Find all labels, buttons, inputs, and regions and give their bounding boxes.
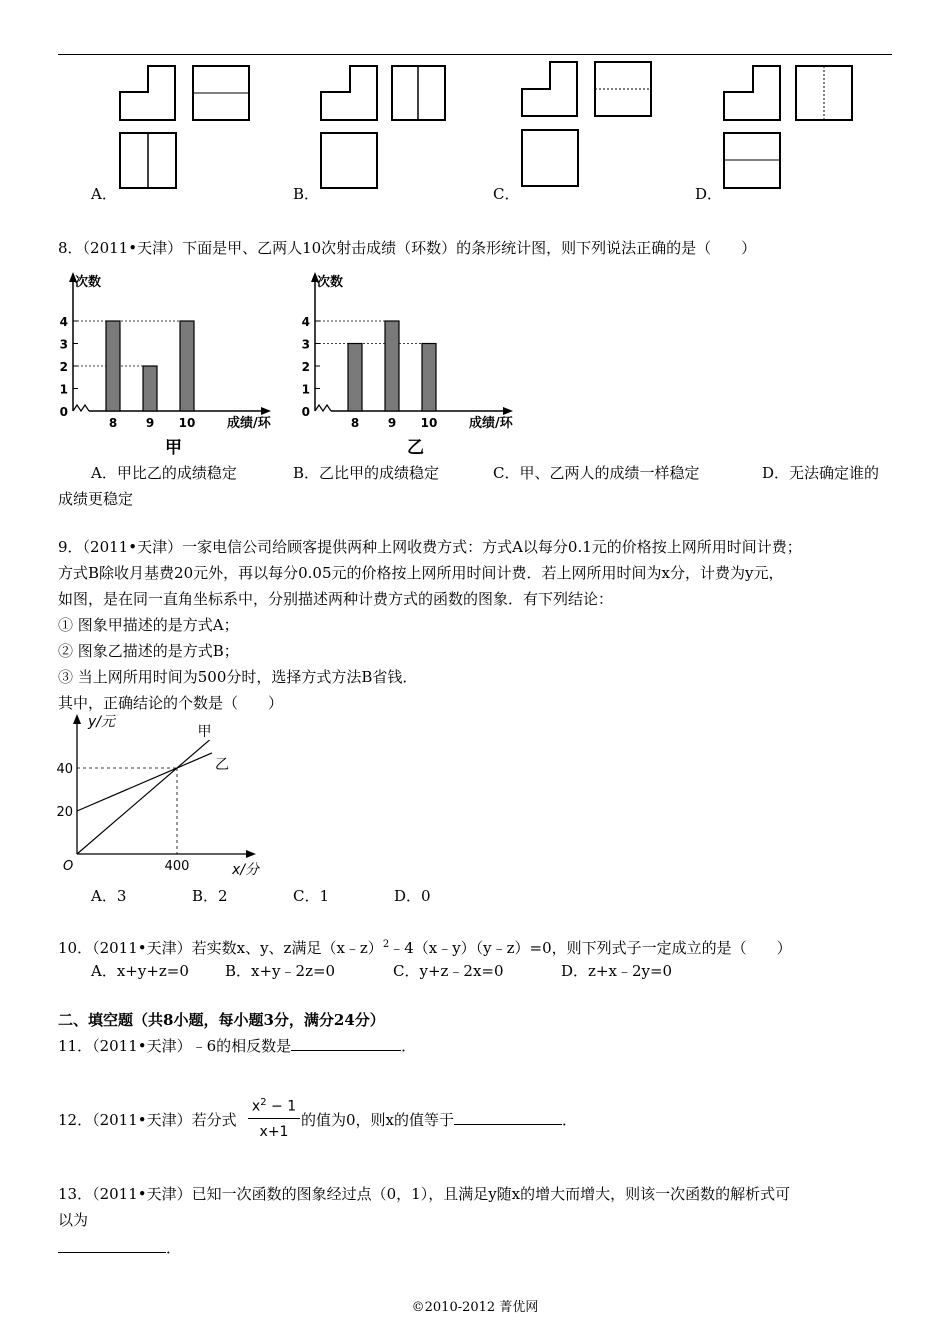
q7-a-views	[120, 56, 249, 188]
fee-ytick-20: 20	[56, 805, 73, 820]
footer-copyright: ©2010-2012 菁优网	[411, 1300, 539, 1315]
jia-bar-9	[143, 366, 157, 411]
q10-option-d[interactable]: D．z+x﹣2y=0	[561, 962, 673, 980]
q10-stem-a: 10．（2011•天津）若实数x、y、z满足（x﹣z）	[58, 939, 383, 957]
jia-ytick-4: 4	[59, 315, 68, 329]
q11-text: 11．（2011•天津）﹣6的相反数是	[58, 1037, 292, 1055]
q10-sup: 2	[382, 939, 390, 950]
q8-option-a[interactable]: A．甲比乙的成绩稳定	[91, 464, 237, 482]
jia-axis-break	[73, 405, 89, 411]
yi-xlabel: 成绩/环	[469, 416, 513, 431]
q9-line-2: 方式B除收月基费20元外，再以每分0.05元的价格按上网所用时间计费．若上网所用时间为x分，计费为y元，	[58, 564, 784, 582]
q11-end: ．	[401, 1037, 417, 1055]
yi-title: 乙	[407, 438, 424, 456]
fee-label-yi: 乙	[215, 756, 229, 773]
q8-option-c[interactable]: C．甲、乙两人的成绩一样稳定	[493, 464, 700, 482]
fee-label-jia: 甲	[197, 724, 212, 741]
yi-ytick-0: 0	[301, 405, 310, 419]
yi-bar-8	[348, 344, 362, 412]
q12-end: ．	[562, 1111, 578, 1129]
q12-suffix-wrap	[301, 1110, 577, 1130]
q13-answer-blank[interactable]	[58, 1238, 166, 1253]
q7-option-a[interactable]: A．	[91, 185, 117, 203]
fee-xlabel: x/分	[232, 862, 260, 878]
jia-ylabel: 次数	[75, 275, 102, 290]
q7-c-views	[522, 62, 651, 186]
q13-answer	[58, 1238, 181, 1258]
q11	[58, 1036, 416, 1056]
yi-ytick-4: 4	[301, 315, 310, 329]
yi-ytick-1: 1	[301, 382, 310, 397]
q7-a-front	[120, 66, 175, 120]
yi-x-arrow	[503, 407, 513, 415]
q9-line-7: 其中，正确结论的个数是（ ）	[58, 694, 284, 712]
q7-a-front-view	[120, 56, 175, 64]
q9-option-c[interactable]: C．1	[293, 887, 330, 905]
jia-xlabel: 成绩/环	[227, 416, 271, 431]
yi-xtick-8: 8	[350, 416, 360, 430]
fee-origin: O	[63, 859, 74, 874]
q12-suffix: 的值为0，则x的值等于	[301, 1111, 455, 1129]
q10-stem-b: ﹣4（x﹣y）（y﹣z）=0，则下列式子一定成立的是（ ）	[389, 939, 792, 957]
jia-ytick-2: 2	[59, 360, 68, 374]
yi-ylabel: 次数	[317, 275, 344, 290]
q7-option-c[interactable]: C．	[493, 185, 520, 203]
q12-answer-blank[interactable]	[454, 1110, 562, 1125]
jia-ytick-1: 1	[59, 382, 68, 397]
jia-xtick-8: 8	[108, 416, 118, 430]
q10-option-b[interactable]: B．x+y﹣2z=0	[225, 962, 336, 980]
fee-line-jia	[77, 740, 210, 854]
q12-prefix: 12．（2011•天津）若分式	[58, 1111, 237, 1129]
jia-bar-10	[180, 321, 194, 411]
jia-ytick-0: 0	[59, 405, 68, 419]
q10-stem	[58, 935, 792, 958]
q9-line-3: 如图，是在同一直角坐标系中，分别描述两种计费方式的函数的图象．有下列结论：	[58, 590, 614, 608]
fee-xtick-400: 400	[164, 859, 190, 874]
fee-y-arrow	[73, 714, 81, 724]
chart-jia	[55, 266, 295, 456]
q10-option-c[interactable]: C．y+z﹣2x=0	[393, 962, 504, 980]
yi-xtick-10: 10	[420, 416, 438, 430]
fee-ylabel: y/元	[88, 714, 116, 730]
jia-ytick-3: 3	[59, 337, 68, 352]
jia-xtick-9: 9	[145, 416, 155, 430]
section-2-title: 二、填空题（共8小题，每小题3分，满分24分）	[58, 1011, 385, 1029]
q7-b-views	[321, 66, 445, 188]
q9-line-6: ③ 当上网所用时间为500分时，选择方式方法B省钱．	[58, 668, 418, 686]
q9-option-a[interactable]: A．3	[91, 887, 127, 905]
q9-line-1: 9．（2011•天津）一家电信公司给顾客提供两种上网收费方式：方式A以每分0.1元的价格按上网所用时间计费；	[58, 538, 802, 556]
yi-axis-break	[315, 405, 331, 411]
q9-line-4: ① 图象甲描述的是方式A；	[58, 616, 239, 634]
q8-stem: 8．（2011•天津）下面是甲、乙两人10次射击成绩（环数）的条形统计图，则下列说法正确的是（ ）	[58, 239, 757, 257]
jia-title: 甲	[165, 438, 182, 456]
yi-ytick-3: 3	[301, 337, 310, 352]
yi-ytick-2: 2	[301, 360, 310, 374]
jia-bar-8	[106, 321, 120, 411]
fee-line-yi	[77, 753, 212, 811]
chart-yi	[297, 266, 537, 456]
q8-option-d-cont: 成绩更稳定	[58, 490, 134, 508]
jia-x-arrow	[261, 407, 271, 415]
q12-numerator: $x^2 - 1$	[248, 1094, 300, 1119]
jia-xtick-10: 10	[178, 416, 196, 430]
q8-option-b[interactable]: B．乙比甲的成绩稳定	[293, 464, 440, 482]
yi-bar-9	[385, 321, 399, 411]
q9-option-d[interactable]: D．0	[394, 887, 431, 905]
q7-option-d[interactable]: D．	[695, 185, 723, 203]
q13-end: ．	[166, 1239, 182, 1257]
q7-option-b[interactable]: B．	[293, 185, 320, 203]
q13-line-2: 以为	[58, 1211, 89, 1229]
q12-fraction	[248, 1094, 300, 1142]
fee-x-arrow	[246, 850, 256, 858]
yi-xtick-9: 9	[387, 416, 397, 430]
q10-option-a[interactable]: A．x+y+z=0	[91, 962, 189, 980]
yi-bar-10	[422, 344, 436, 412]
q9-line-5: ② 图象乙描述的是方式B；	[58, 642, 239, 660]
q13-line-1: 13．（2011•天津）已知一次函数的图象经过点（0，1），且满足y随x的增大而增大，则该一次函数的解析式可	[58, 1185, 791, 1203]
chart-fee	[50, 712, 280, 882]
q7-figures	[0, 56, 950, 196]
fee-ytick-40: 40	[56, 762, 73, 777]
q12-denominator: x+1	[259, 1123, 289, 1140]
q11-answer-blank[interactable]	[291, 1036, 401, 1051]
header-rule	[58, 54, 892, 55]
q8-option-d[interactable]: D．无法确定谁的	[762, 464, 880, 482]
q7-d-views	[724, 66, 852, 188]
q9-option-b[interactable]: B．2	[192, 887, 228, 905]
